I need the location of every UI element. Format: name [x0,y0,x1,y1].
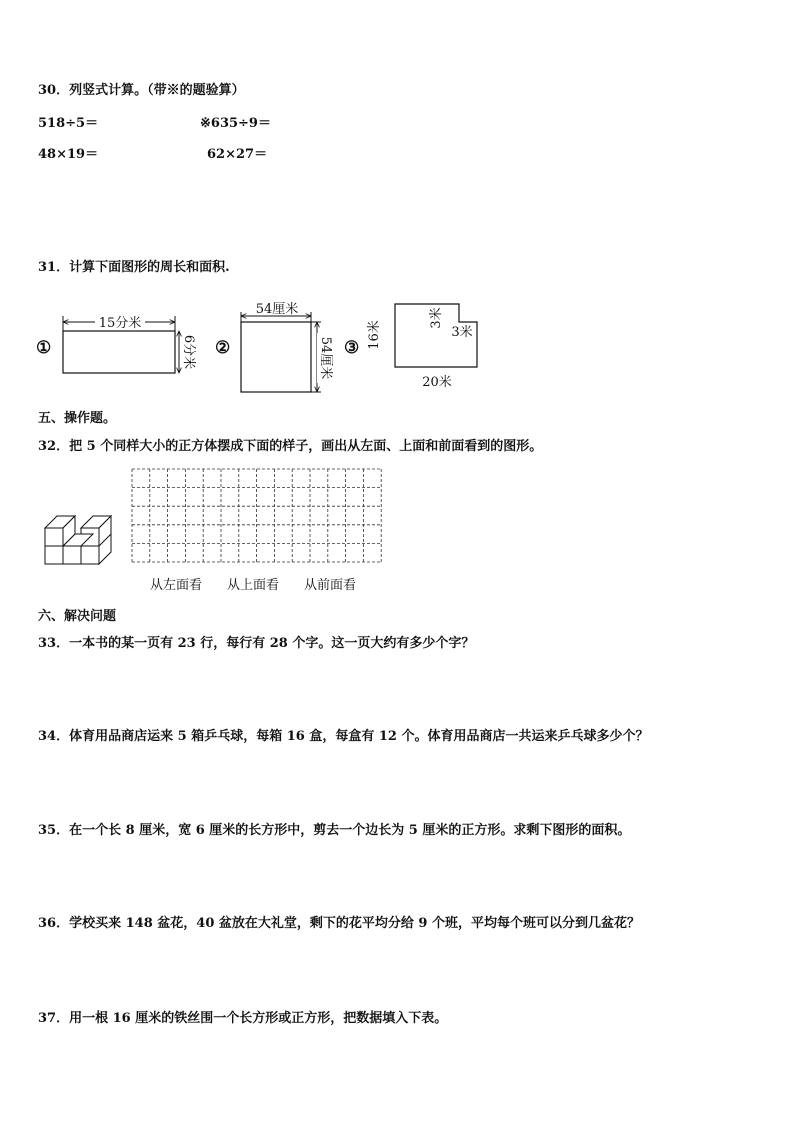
grid-label-front-view: 从前面看 [304,578,357,593]
q34-text: 34．体育用品商店运来 5 箱乒乓球，每箱 16 盒，每盒有 12 个。体育用品商店一共运来乒乓球多少个？ [38,729,649,744]
figure-1-number: ① [36,338,52,358]
grid-label-top-view: 从上面看 [227,578,280,593]
figure-1-top-label: 15分米 [98,316,142,331]
figure-2-top-label: 54厘米 [255,302,299,317]
figure-2-side-label: 54厘米 [318,336,333,380]
q30-item-2: ※635÷9＝ [200,116,271,131]
q30-item-1: 518÷5＝ [38,116,99,131]
q30-item-3: 48×19＝ [38,147,99,162]
figure-2-number: ② [215,338,231,358]
figure-2-square [241,322,311,392]
q32-title: 32．把 5 个同样大小的正方体摆成下面的样子，画出从左面、上面和前面看到的图形。 [38,439,543,454]
figure-3-number: ③ [344,338,360,358]
q31-title: 31．计算下面图形的周长和面积. [38,260,230,275]
figure-3-left-label: 16米 [367,320,382,350]
figure-3-cut-horizontal-label: 3米 [451,325,473,340]
q36-text: 36．学校买来 148 盆花，40 盆放在大礼堂，剩下的花平均分给 9 个班，平均每个班可以分到几盆花？ [38,916,640,931]
grid-label-left-view: 从左面看 [150,578,203,593]
q33-text: 33．一本书的某一页有 23 行，每行有 28 个字。这一页大约有多少个字？ [38,636,475,651]
figure-1-rectangle [63,331,175,373]
drawing-grid [0,465,794,565]
section-5-heading: 五、操作题。 [38,411,117,426]
q35-text: 35．在一个长 8 厘米，宽 6 厘米的长方形中，剪去一个边长为 5 厘米的正方形。求剩下图形的面积。 [38,823,631,838]
q30-title: 30．列竖式计算。（带※的题验算） [38,83,245,98]
q31-figures [0,290,794,410]
q37-text: 37．用一根 16 厘米的铁丝围一个长方形或正方形，把数据填入下表。 [38,1011,448,1026]
figure-3-bottom-label: 20米 [422,375,452,390]
figure-3-cut-vertical-label: 3米 [429,307,444,329]
figure-1-side-label: 6分米 [181,334,196,370]
q30-item-4: 62×27＝ [207,147,268,162]
section-6-heading: 六、解决问题 [38,609,117,624]
